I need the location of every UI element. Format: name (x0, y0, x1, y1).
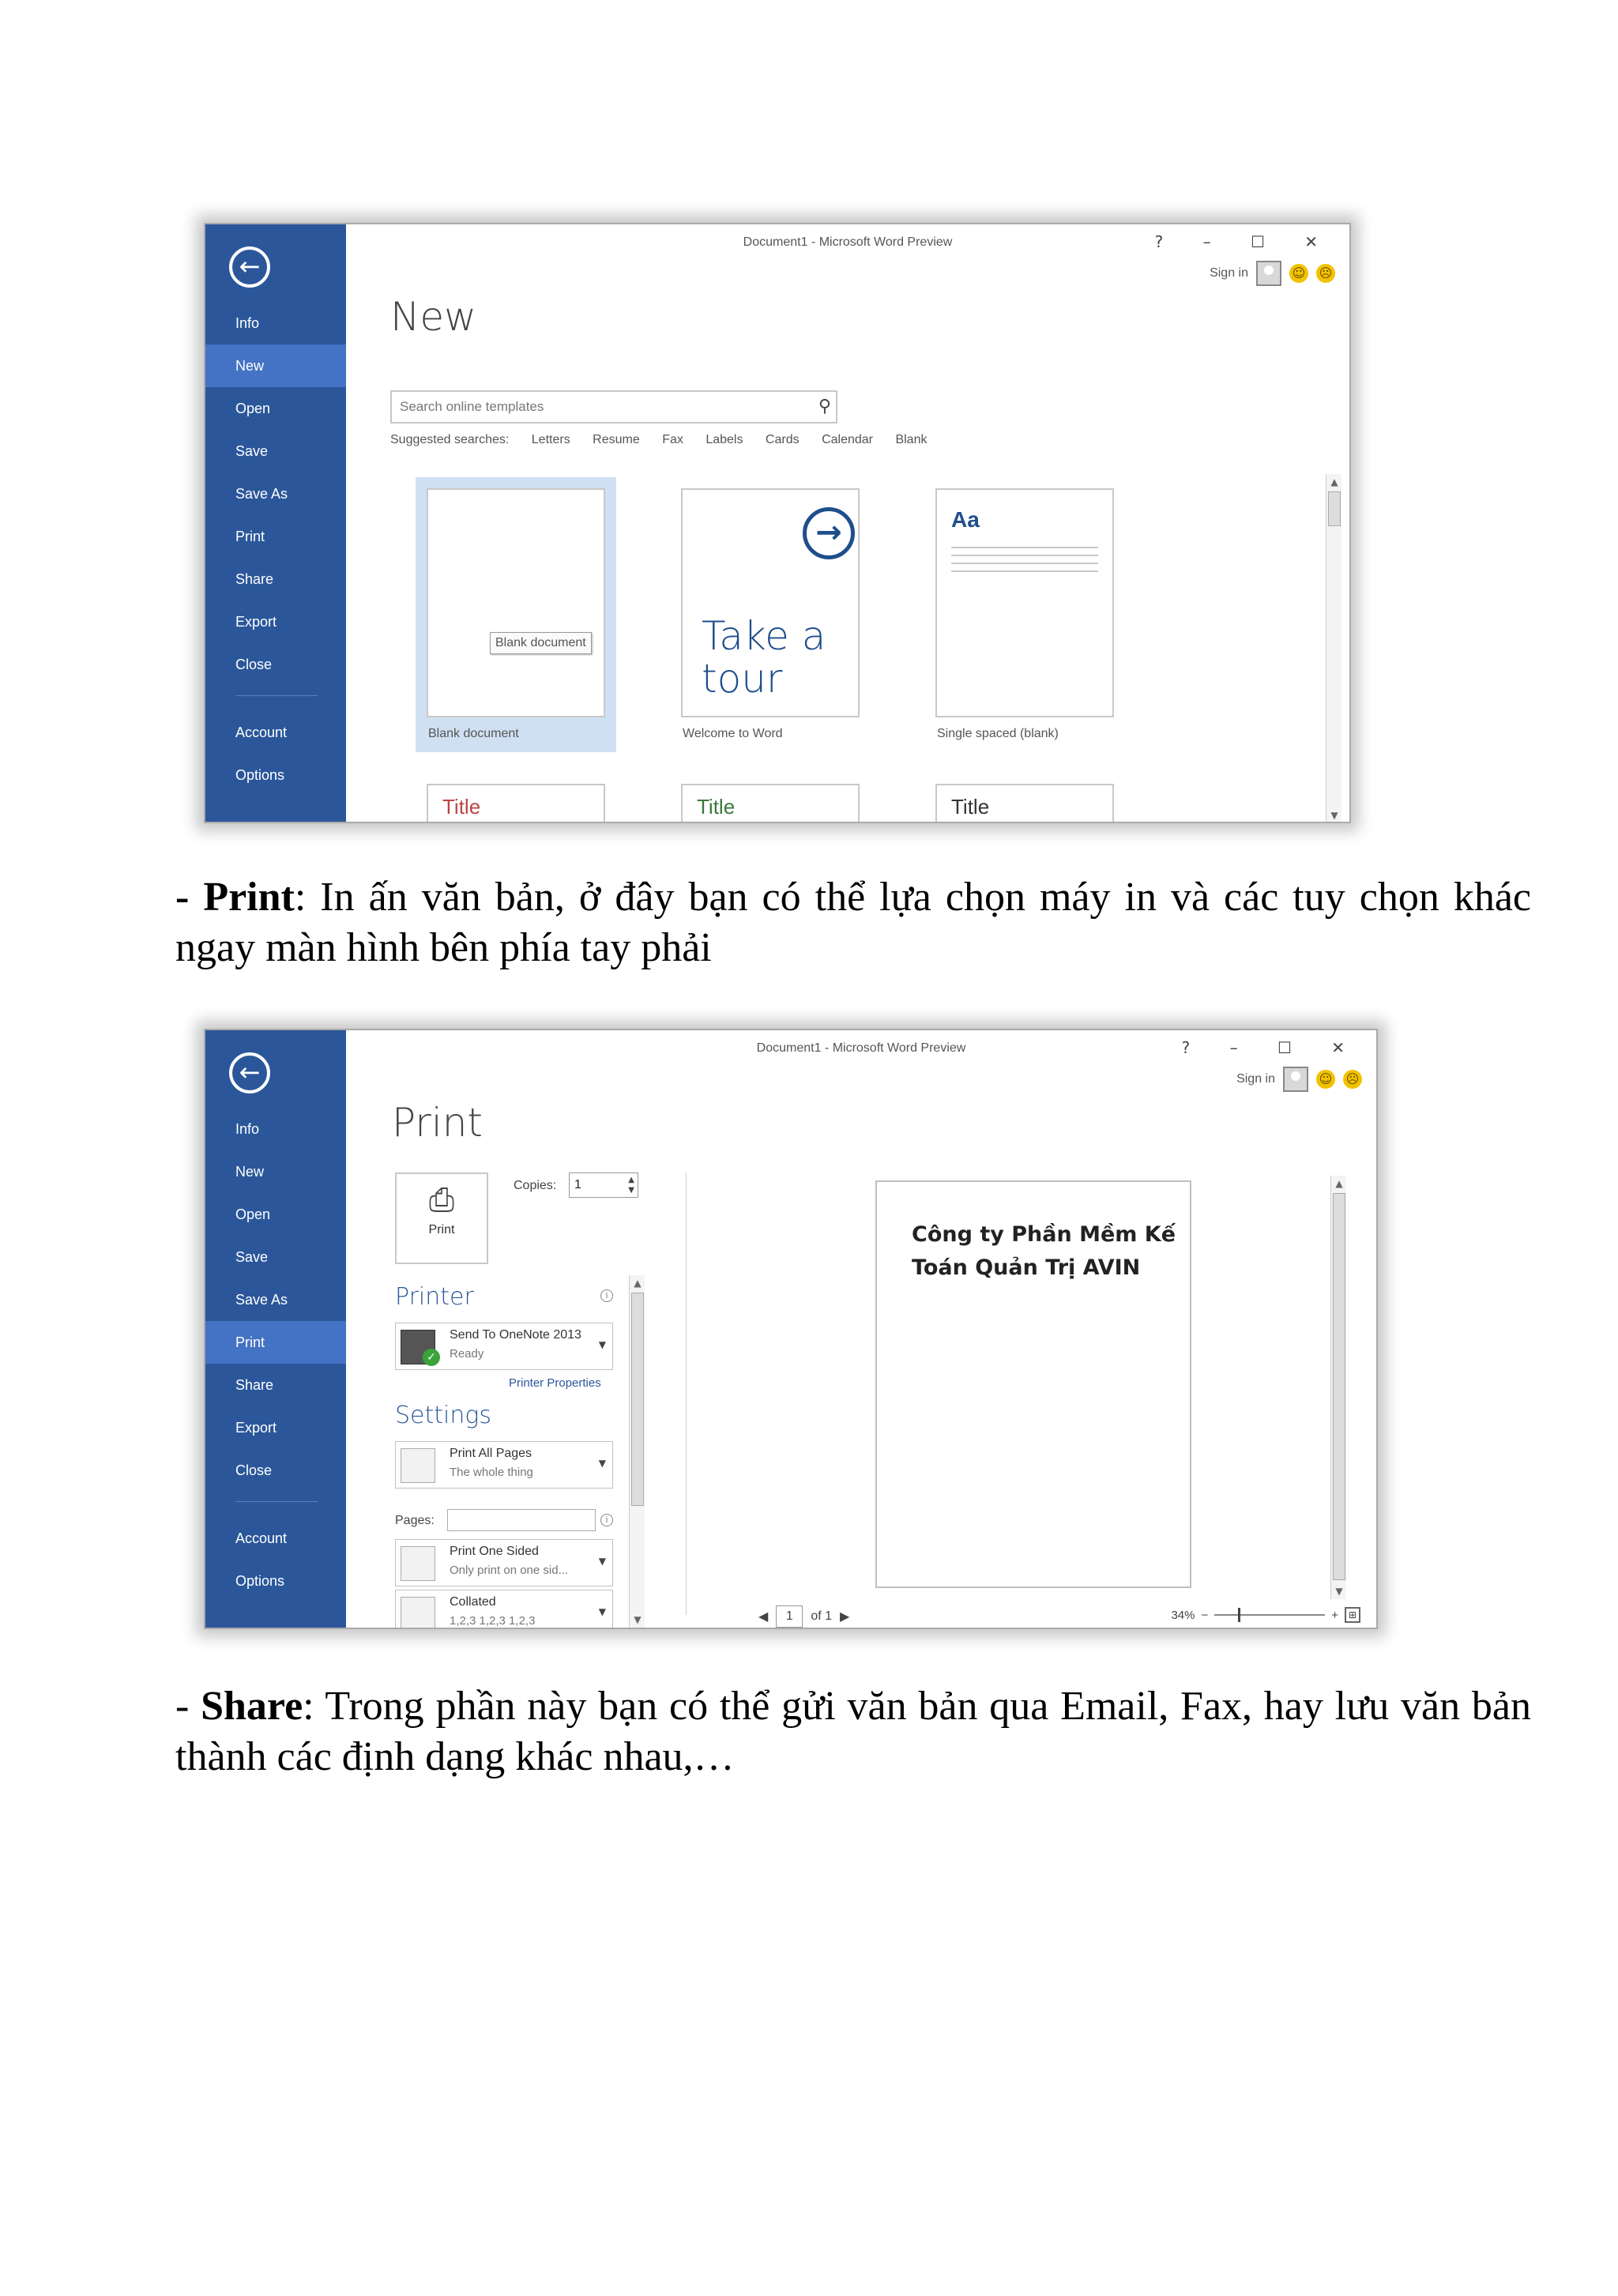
search-placeholder: Search online templates (400, 399, 544, 414)
print-button-label: Print (428, 1223, 455, 1236)
para-bold-print: Print (203, 875, 295, 920)
nav-print[interactable]: Print (235, 529, 265, 544)
para-text-share: : Trong phần này bạn có thể gửi văn bản qua Email, Fax, hay lưu văn bản thành các định dạng khác nhau,… (175, 1684, 1531, 1779)
back-arrow-icon[interactable]: ← (229, 247, 270, 288)
nav-open[interactable]: Open (235, 1206, 271, 1222)
pages-icon (401, 1448, 435, 1483)
template-caption-blank: Blank document (428, 727, 519, 740)
suggested-calendar[interactable]: Calendar (822, 433, 873, 446)
nav-export[interactable]: Export (235, 614, 277, 630)
chevron-down-icon: ▼ (598, 1556, 606, 1567)
printer-status: Ready (450, 1347, 484, 1361)
back-arrow-icon[interactable]: ← (229, 1052, 270, 1093)
info-icon[interactable]: i (600, 1514, 613, 1526)
copies-value: 1 (574, 1178, 581, 1191)
spin-arrows-icon[interactable]: ▲ ▼ (628, 1176, 634, 1195)
sided-dropdown[interactable] (395, 1539, 613, 1586)
zoom-slider[interactable] (1214, 1614, 1325, 1616)
suggested-resume[interactable]: Resume (593, 433, 640, 446)
settings-heading: Settings (395, 1402, 492, 1429)
pages-input[interactable] (447, 1509, 596, 1531)
zoom-in-icon[interactable]: + (1331, 1608, 1338, 1622)
preview-text: Công ty Phần Mềm Kế Toán Quản Trị AVIN (912, 1222, 1176, 1280)
zoom-level: 34% (1171, 1608, 1195, 1622)
text-line (951, 563, 1098, 564)
collate-icon (401, 1597, 435, 1629)
template-title-partial: Title (442, 795, 481, 819)
template-tooltip: Blank document (490, 632, 592, 654)
copies-stepper[interactable] (569, 1172, 638, 1198)
nav-close[interactable]: Close (235, 1462, 273, 1478)
frown-feedback-icon[interactable]: ☹ (1316, 264, 1335, 283)
suggested-searches (390, 433, 946, 447)
tour-text: Take a tour (702, 613, 826, 702)
text-line (951, 555, 1098, 556)
suggested-fax[interactable]: Fax (662, 433, 683, 446)
nav-new[interactable]: New (205, 344, 346, 387)
page-of-label: of 1 (811, 1609, 832, 1623)
template-title-partial: Title (697, 795, 736, 819)
nav-print[interactable]: Print (205, 1321, 346, 1364)
paragraph-share (175, 1681, 1531, 1782)
para-lead: - (175, 1684, 201, 1729)
printer-name: Send To OneNote 2013 (450, 1328, 581, 1342)
preview-scrollbar[interactable] (1330, 1176, 1346, 1599)
sign-in-link[interactable]: Sign in (1236, 1072, 1275, 1086)
ready-check-icon: ✓ (423, 1349, 440, 1366)
print-range-dropdown[interactable] (395, 1441, 613, 1489)
nav-options[interactable]: Options (235, 767, 285, 783)
text-line (951, 547, 1098, 548)
nav-save[interactable]: Save (235, 1249, 269, 1265)
arrow-right-circle-icon: → (803, 507, 855, 559)
scroll-up-icon[interactable]: ▲ (634, 1278, 642, 1289)
pane-divider (686, 1172, 687, 1615)
print-range-sub: The whole thing (450, 1466, 533, 1479)
para-bold-share: Share (201, 1684, 303, 1729)
chevron-down-icon: ▼ (598, 1339, 606, 1350)
sided-sub: Only print on one sid... (450, 1564, 569, 1577)
sided-main: Print One Sided (450, 1545, 539, 1558)
template-search-input[interactable] (390, 390, 837, 423)
scroll-thumb[interactable] (631, 1293, 644, 1506)
nav-export[interactable]: Export (235, 1420, 277, 1436)
chevron-down-icon: ▼ (598, 1458, 606, 1469)
print-button[interactable] (395, 1172, 488, 1264)
window-title: Document1 - Microsoft Word Preview (756, 1041, 966, 1055)
nav-info[interactable]: Info (235, 315, 260, 331)
nav-share[interactable]: Share (235, 1377, 274, 1393)
nav-options[interactable]: Options (235, 1573, 285, 1589)
suggested-blank[interactable]: Blank (895, 433, 928, 446)
nav-save-as[interactable]: Save As (235, 486, 288, 502)
user-icon[interactable] (1256, 261, 1281, 286)
nav-new[interactable]: New (235, 1164, 265, 1180)
sign-in-area[interactable] (1236, 1067, 1362, 1092)
template-caption-tour: Welcome to Word (683, 727, 783, 740)
template-caption-single-spaced: Single spaced (blank) (937, 727, 1059, 740)
nav-open[interactable]: Open (235, 401, 271, 416)
nav-divider (235, 1501, 318, 1502)
search-icon[interactable]: ⚲ (818, 397, 831, 416)
scroll-up-icon[interactable]: ▲ (1330, 476, 1338, 487)
scroll-thumb[interactable] (1328, 491, 1341, 526)
backstage-sidebar (205, 1030, 346, 1628)
template-title-partial: Title (951, 795, 990, 819)
sign-in-link[interactable]: Sign in (1210, 266, 1248, 280)
zoom-out-icon[interactable]: − (1201, 1608, 1209, 1622)
user-icon[interactable] (1283, 1067, 1308, 1092)
scroll-down-icon[interactable]: ▼ (634, 1614, 642, 1625)
next-page-icon[interactable]: ▶ (840, 1610, 850, 1624)
print-preview-page (875, 1180, 1191, 1588)
templates-scrollbar[interactable] (1326, 474, 1341, 823)
sign-in-area[interactable] (1210, 261, 1335, 286)
para-text-print: : In ấn văn bản, ở đây bạn có thể lựa chọn máy in và các tuy chọn khác ngay màn hình bên phía tay phải (175, 875, 1531, 970)
zoom-control (1171, 1607, 1360, 1623)
window-controls[interactable]: ? – ☐ ✕ (1181, 1038, 1362, 1057)
nav-divider (235, 695, 318, 696)
backstage-sidebar (205, 224, 346, 822)
paragraph-print (175, 872, 1531, 973)
printer-icon: ⎙ (429, 1182, 454, 1218)
nav-info[interactable]: Info (235, 1121, 260, 1137)
para-lead: - (175, 875, 204, 920)
nav-close[interactable]: Close (235, 657, 273, 672)
suggested-letters[interactable]: Letters (531, 433, 570, 446)
collate-sub: 1,2,3 1,2,3 1,2,3 (450, 1614, 536, 1628)
collate-dropdown[interactable] (395, 1590, 613, 1629)
nav-save-as[interactable]: Save As (235, 1292, 288, 1308)
nav-account[interactable]: Account (235, 1530, 288, 1546)
zoom-to-page-icon[interactable]: ⊞ (1345, 1607, 1360, 1623)
template-blank-thumbnail[interactable] (427, 488, 605, 717)
scroll-up-icon[interactable]: ▲ (1335, 1178, 1343, 1189)
page-title: New (390, 294, 477, 340)
pages-label: Pages: (395, 1514, 435, 1527)
nav-account[interactable]: Account (235, 725, 288, 740)
printer-properties-link[interactable]: Printer Properties (509, 1376, 601, 1390)
window-title: Document1 - Microsoft Word Preview (743, 235, 953, 249)
template-aa-text: Aa (951, 507, 980, 532)
suggested-labels[interactable]: Labels (706, 433, 743, 446)
one-sided-icon (401, 1546, 435, 1581)
current-page-input[interactable]: 1 (776, 1605, 803, 1628)
settings-scrollbar[interactable] (629, 1275, 645, 1628)
smile-feedback-icon[interactable]: ☺ (1316, 1070, 1335, 1089)
screenshot-word-print (204, 1029, 1378, 1629)
copies-label: Copies: (514, 1179, 557, 1192)
suggested-label: Suggested searches: (390, 433, 510, 446)
scroll-down-icon[interactable]: ▼ (1335, 1586, 1343, 1597)
suggested-cards[interactable]: Cards (765, 433, 800, 446)
page-title: Print (392, 1100, 484, 1146)
smile-feedback-icon[interactable]: ☺ (1289, 264, 1308, 283)
printer-heading: Printer (395, 1283, 474, 1311)
info-icon[interactable]: i (600, 1289, 613, 1302)
window-controls[interactable]: ? – ☐ ✕ (1154, 232, 1335, 251)
page-navigator (758, 1605, 849, 1628)
print-range-main: Print All Pages (450, 1447, 532, 1460)
text-line (951, 570, 1098, 572)
scroll-thumb[interactable] (1333, 1193, 1345, 1580)
nav-share[interactable]: Share (235, 571, 274, 587)
collate-main: Collated (450, 1595, 496, 1609)
prev-page-icon[interactable]: ◀ (758, 1610, 769, 1624)
chevron-down-icon: ▼ (598, 1606, 606, 1617)
screenshot-word-new (204, 223, 1351, 823)
printer-dropdown[interactable] (395, 1323, 613, 1370)
nav-save[interactable]: Save (235, 443, 269, 459)
zoom-slider-knob[interactable] (1238, 1608, 1240, 1622)
frown-feedback-icon[interactable]: ☹ (1343, 1070, 1362, 1089)
scroll-down-icon[interactable]: ▼ (1330, 810, 1338, 821)
